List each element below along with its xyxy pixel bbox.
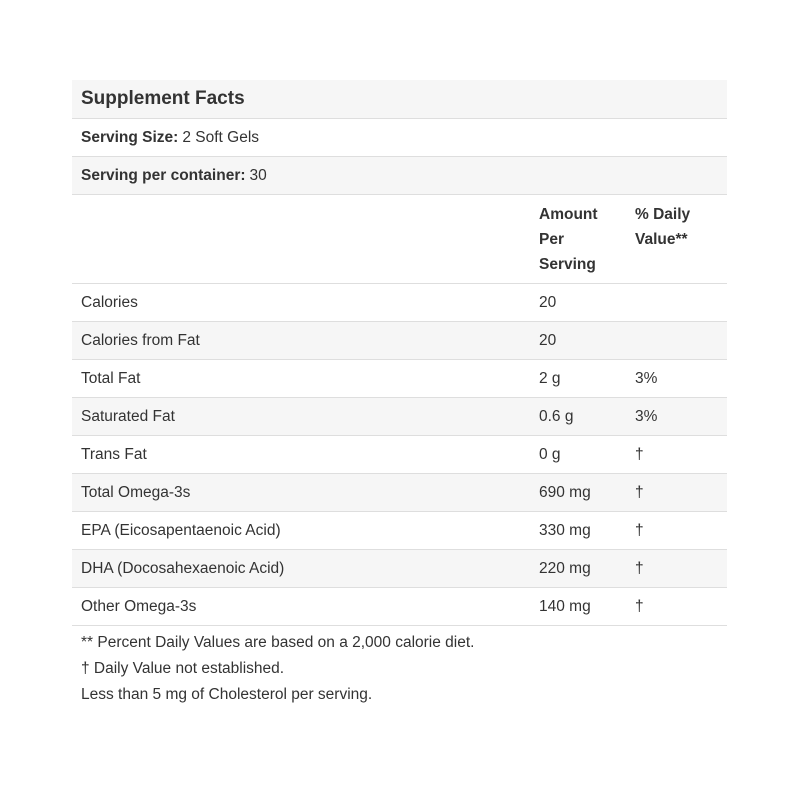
nutrient-name: Total Fat	[81, 370, 141, 387]
table-row	[72, 512, 727, 550]
nutrient-amount: 0.6 g	[539, 408, 574, 425]
serving-size-label: Serving Size:	[81, 128, 179, 146]
panel-title: Supplement Facts	[72, 80, 727, 119]
table-row	[72, 398, 727, 436]
table-row	[72, 436, 727, 474]
daily-value-header	[635, 202, 720, 252]
nutrient-name: Calories	[81, 294, 138, 311]
table-row	[72, 588, 727, 626]
servings-per-container-row	[72, 157, 727, 195]
nutrient-rows	[72, 284, 727, 626]
nutrient-name: EPA (Eicosapentaenoic Acid)	[81, 522, 281, 539]
table-row	[72, 284, 727, 322]
header-line: Amount	[539, 206, 598, 223]
nutrient-daily-value: †	[635, 446, 644, 463]
table-header	[72, 195, 727, 284]
supplement-facts-panel	[72, 80, 727, 708]
table-row	[72, 550, 727, 588]
table-row	[72, 474, 727, 512]
servings-per-container-label: Serving per container:	[81, 166, 246, 184]
nutrient-amount: 20	[539, 294, 557, 311]
nutrient-name: Saturated Fat	[81, 408, 175, 425]
table-row	[72, 360, 727, 398]
footnotes	[72, 630, 727, 708]
nutrient-daily-value: †	[635, 484, 644, 501]
serving-size-row	[72, 119, 727, 157]
nutrient-name: Trans Fat	[81, 446, 147, 463]
header-line: Per	[539, 231, 564, 248]
footnote: Less than 5 mg of Cholesterol per serving.	[81, 686, 373, 703]
nutrient-amount: 0 g	[539, 446, 561, 463]
footnote: ** Percent Daily Values are based on a 2,000 calorie diet.	[81, 634, 475, 651]
header-line: Value**	[635, 231, 688, 248]
table-row	[72, 322, 727, 360]
nutrient-amount: 2 g	[539, 370, 561, 387]
nutrient-amount: 690 mg	[539, 484, 591, 501]
nutrient-amount: 20	[539, 332, 557, 349]
nutrient-amount: 140 mg	[539, 598, 591, 615]
header-line: % Daily	[635, 206, 691, 223]
nutrient-name: DHA (Docosahexaenoic Acid)	[81, 560, 285, 577]
nutrient-daily-value: 3%	[635, 370, 658, 387]
amount-per-serving-header	[539, 202, 619, 277]
nutrient-name: Other Omega-3s	[81, 598, 197, 615]
nutrient-amount: 330 mg	[539, 522, 591, 539]
footnote: † Daily Value not established.	[81, 660, 285, 677]
nutrient-daily-value: †	[635, 560, 644, 577]
nutrient-name: Total Omega-3s	[81, 484, 191, 501]
nutrient-daily-value: †	[635, 598, 644, 615]
servings-per-container-value: 30	[249, 166, 267, 184]
nutrient-amount: 220 mg	[539, 560, 591, 577]
nutrient-daily-value: †	[635, 522, 644, 539]
nutrient-name: Calories from Fat	[81, 332, 200, 349]
nutrient-daily-value: 3%	[635, 408, 658, 425]
serving-size-value: 2 Soft Gels	[182, 128, 260, 146]
header-line: Serving	[539, 256, 596, 273]
